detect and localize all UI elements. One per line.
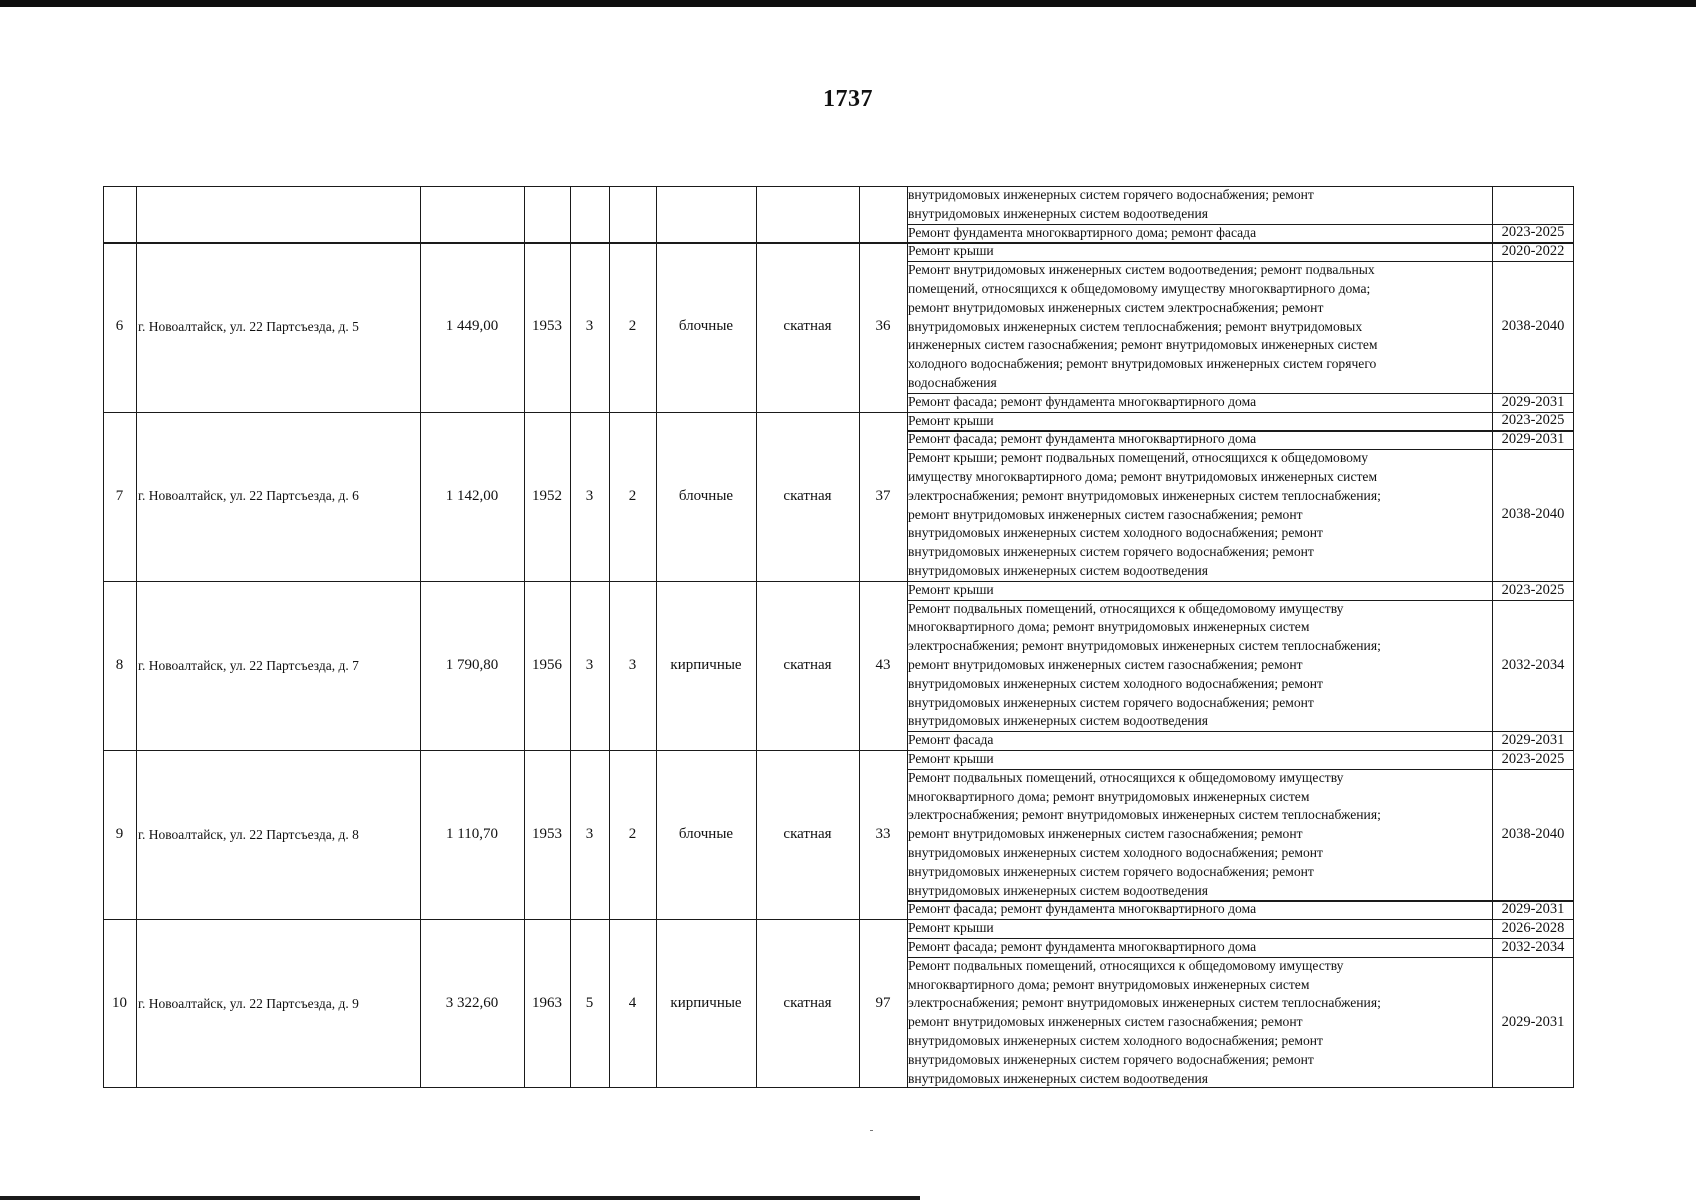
work-period: 2029-2031 [1501,393,1565,410]
grid-line-vertical [136,581,137,750]
grid-line-vertical [420,242,421,411]
grid-line-vertical [524,412,525,581]
grid-line-horizontal [907,900,1574,901]
grid-line-vertical [609,242,610,411]
work-line: Ремонт крыши [908,920,994,936]
work-period: 2020-2022 [1501,243,1565,260]
work-line: помещений, относящихся к общедомовому имуществу многоквартирного дома; [908,280,1371,296]
cell-entrances: 2 [628,487,637,504]
cell-area: 1 142,00 [445,487,499,504]
grid-line-vertical [756,186,757,242]
work-description [907,186,1491,224]
work-line: внутридомовых инженерных систем горячего водоснабжения; ремонт [908,863,1314,879]
work-line: Ремонт фасада; ремонт фундамента многоквартирного дома [908,393,1257,409]
cell-roof: скатная [783,487,832,504]
grid-line-vertical [136,919,137,1088]
grid-line-vertical [859,242,860,411]
work-description [907,430,1491,449]
work-period: 2032-2034 [1501,938,1565,955]
work-line: многоквартирного дома; ремонт внутридомовых инженерных систем [908,788,1310,804]
cell-number: 6 [115,318,124,335]
cell-apartments: 33 [875,826,891,843]
cell-walls: блочные [678,487,734,504]
cell-area: 1 110,70 [446,826,498,843]
work-period: 2023-2025 [1501,581,1565,598]
work-line: ремонт внутридомовых инженерных систем газоснабжения; ремонт [908,656,1303,672]
grid-line-vertical [656,919,657,1088]
work-period: 2023-2025 [1501,224,1565,241]
cell-entrances: 4 [628,995,637,1012]
work-line: внутридомовых инженерных систем водоотведения [908,713,1209,729]
cell-floors: 3 [585,318,594,335]
work-description [907,261,1491,393]
work-line: электроснабжения; ремонт внутридомовых инженерных систем теплоснабжения; [908,995,1381,1011]
work-description [907,242,1491,261]
grid-line-horizontal [907,600,1574,601]
grid-line-vertical [756,581,757,750]
cell-walls: кирпичные [670,995,742,1012]
work-line: многоквартирного дома; ремонт внутридомовых инженерных систем [908,619,1310,635]
grid-line-vertical [859,186,860,242]
work-line: ремонт внутридомовых инженерных систем газоснабжения; ремонт [908,826,1303,842]
grid-line-horizontal [907,938,1574,939]
grid-line-vertical [609,186,610,242]
work-line: многоквартирного дома; ремонт внутридомовых инженерных систем [908,976,1310,992]
cell-year: 1956 [532,656,562,673]
work-line: Ремонт фасада; ремонт фундамента многоквартирного дома [908,901,1257,917]
grid-line-vertical [656,750,657,919]
work-description [907,224,1491,243]
work-description [907,769,1491,901]
grid-line-vertical [524,581,525,750]
cell-number: 9 [115,826,124,843]
cell-roof: скатная [783,318,832,335]
work-line: Ремонт фасада; ремонт фундамента многоквартирного дома [908,431,1257,447]
grid-line-vertical [609,750,610,919]
grid-line-vertical [1492,242,1493,411]
grid-line-vertical [524,750,525,919]
work-description [907,412,1491,431]
cell-floors: 3 [585,656,594,673]
work-line: внутридомовых инженерных систем горячего водоснабжения; ремонт [908,694,1314,710]
work-period: 2026-2028 [1501,920,1565,937]
work-period: 2023-2025 [1501,412,1565,429]
work-line: внутридомовых инженерных систем холодного водоснабжения; ремонт [908,1032,1323,1048]
cell-year: 1963 [532,995,562,1012]
work-line: электроснабжения; ремонт внутридомовых инженерных систем теплоснабжения; [908,638,1381,654]
work-description [907,750,1491,769]
work-description [907,393,1491,412]
cell-area: 1 790,80 [445,656,499,673]
work-line: Ремонт подвальных помещений, относящихся к общедомовому имуществу [908,600,1344,616]
cell-area: 3 322,60 [445,995,499,1012]
work-line: Ремонт крыши [908,751,994,766]
cell-apartments: 97 [875,995,891,1012]
grid-line-horizontal [907,769,1574,770]
grid-line-vertical [570,919,571,1088]
grid-line-vertical [656,412,657,581]
work-line: Ремонт крыши [908,412,994,428]
cell-apartments: 36 [875,318,891,335]
work-line: внутридомовых инженерных систем водоотведения [908,562,1209,578]
work-period [1492,186,1574,224]
work-period: 2038-2040 [1501,506,1565,523]
work-period: 2023-2025 [1501,750,1565,767]
work-line: электроснабжения; ремонт внутридомовых инженерных систем теплоснабжения; [908,807,1381,823]
work-line: Ремонт фасада [908,732,994,748]
cell-area: 1 449,00 [445,318,499,335]
work-line: внутридомовых инженерных систем водоотведения [908,1070,1209,1086]
work-line: электроснабжения; ремонт внутридомовых инженерных систем теплоснабжения; [908,487,1381,503]
work-line: водоснабжения [908,374,997,390]
grid-line-horizontal [907,261,1574,262]
cell-floors: 3 [585,487,594,504]
grid-line-horizontal [907,449,1574,450]
grid-line-horizontal [907,731,1574,732]
work-description [907,600,1491,732]
grid-line-vertical [420,750,421,919]
work-description [907,919,1491,938]
cell-number: 10 [112,995,127,1012]
work-line: внутридомовых инженерных систем горячего водоснабжения; ремонт [908,544,1314,560]
grid-line-vertical [136,750,137,919]
work-line: имуществу многоквартирного дома; ремонт внутридомовых инженерных систем [908,468,1378,484]
cell-address: г. Новоалтайск, ул. 22 Партсъезда, д. 8 [138,826,359,842]
capital-repair-table [103,186,1574,1088]
scan-speck [870,1130,873,1131]
work-line: Ремонт фасада; ремонт фундамента многоквартирного дома [908,939,1257,954]
grid-line-vertical [859,750,860,919]
cell-year: 1952 [532,487,562,504]
cell-entrances: 3 [628,656,637,673]
work-description [907,449,1491,581]
work-line: внутридомовых инженерных систем горячего водоснабжения; ремонт [908,187,1314,202]
work-line: внутридомовых инженерных систем теплоснабжения; ремонт внутридомовых [908,318,1363,334]
work-line: ремонт внутридомовых инженерных систем электроснабжения; ремонт [908,299,1324,315]
work-line: внутридомовых инженерных систем холодного водоснабжения; ремонт [908,844,1323,860]
cell-number: 8 [115,656,124,673]
grid-line-vertical [1492,750,1493,919]
grid-line-vertical [570,750,571,919]
grid-line-vertical [1492,412,1493,581]
work-line: инженерных систем газоснабжения; ремонт внутридомовых инженерных систем [908,337,1378,353]
cell-roof: скатная [783,656,832,673]
work-period: 2038-2040 [1501,826,1565,843]
grid-line-vertical [1492,919,1493,1088]
work-line: Ремонт внутридомовых инженерных систем водоотведения; ремонт подвальных [908,262,1375,278]
cell-floors: 3 [585,826,594,843]
grid-line-horizontal [907,393,1574,394]
cell-walls: блочные [678,318,734,335]
grid-line-vertical [907,750,908,919]
cell-walls: кирпичные [670,656,742,673]
grid-line-vertical [656,581,657,750]
grid-line-horizontal [907,430,1574,431]
grid-line-vertical [609,581,610,750]
grid-line-vertical [1492,186,1493,242]
grid-line-vertical [570,186,571,242]
work-line: внутридомовых инженерных систем холодного водоснабжения; ремонт [908,675,1323,691]
grid-line-vertical [609,919,610,1088]
grid-line-vertical [907,242,908,411]
cell-entrances: 2 [628,826,637,843]
work-line: внутридомовых инженерных систем горячего водоснабжения; ремонт [908,1051,1314,1067]
grid-line-vertical [756,919,757,1088]
grid-line-vertical [420,919,421,1088]
grid-line-vertical [859,412,860,581]
grid-line-vertical [756,242,757,411]
grid-line-vertical [570,581,571,750]
grid-line-vertical [570,242,571,411]
work-line: ремонт внутридомовых инженерных систем газоснабжения; ремонт [908,1014,1303,1030]
work-period: 2029-2031 [1501,732,1565,749]
grid-line-vertical [524,919,525,1088]
cell-year: 1953 [532,318,562,335]
work-description [907,581,1491,600]
grid-line-vertical [420,412,421,581]
cell-floors: 5 [585,995,594,1012]
work-line: Ремонт подвальных помещений, относящихся к общедомовому имуществу [908,957,1344,973]
work-line: холодного водоснабжения; ремонт внутридомовых инженерных систем горячего [908,356,1377,372]
grid-line-vertical [136,412,137,581]
cell-address: г. Новоалтайск, ул. 22 Партсъезда, д. 6 [138,488,359,504]
work-period: 2029-2031 [1501,901,1565,918]
work-description [907,938,1491,957]
cell-address: г. Новоалтайск, ул. 22 Партсъезда, д. 7 [138,657,359,673]
work-line: Ремонт фундамента многоквартирного дома; ремонт фасада [908,224,1257,240]
work-period: 2032-2034 [1501,656,1565,673]
scan-edge-top [0,0,1696,7]
grid-line-horizontal [907,224,1574,225]
cell-roof: скатная [783,826,832,843]
grid-line-vertical [136,186,137,242]
work-period: 2038-2040 [1501,318,1565,335]
grid-line-vertical [524,186,525,242]
work-line: ремонт внутридомовых инженерных систем газоснабжения; ремонт [908,506,1303,522]
work-line: внутридомовых инженерных систем водоотведения [908,205,1209,221]
work-line: внутридомовых инженерных систем водоотведения [908,882,1209,898]
scan-edge-bottom [0,1196,920,1200]
grid-line-vertical [420,186,421,242]
grid-line-vertical [907,581,908,750]
cell-apartments: 43 [875,656,891,673]
cell-walls: блочные [678,826,734,843]
grid-line-vertical [859,919,860,1088]
cell-apartments: 37 [875,487,891,504]
grid-line-vertical [907,412,908,581]
work-line: Ремонт крыши [908,581,994,597]
cell-entrances: 2 [628,318,637,335]
grid-line-horizontal [907,957,1574,958]
cell-number: 7 [115,487,124,504]
grid-line-vertical [570,412,571,581]
work-line: внутридомовых инженерных систем холодного водоснабжения; ремонт [908,525,1323,541]
page-number: 1737 [823,86,873,112]
work-line: Ремонт крыши [908,243,994,259]
work-line: Ремонт крыши; ремонт подвальных помещений, относящихся к общедомовому [908,450,1369,466]
grid-line-vertical [656,186,657,242]
cell-address: г. Новоалтайск, ул. 22 Партсъезда, д. 5 [138,319,359,335]
grid-line-vertical [136,242,137,411]
work-description [907,900,1491,919]
grid-line-vertical [907,919,908,1088]
work-description [907,957,1491,1089]
grid-line-vertical [756,750,757,919]
grid-line-vertical [420,581,421,750]
cell-roof: скатная [783,995,832,1012]
grid-line-vertical [609,412,610,581]
work-description [907,731,1491,750]
work-period: 2029-2031 [1501,1014,1565,1031]
grid-line-vertical [524,242,525,411]
grid-line-vertical [1492,581,1493,750]
grid-line-vertical [907,186,908,242]
cell-year: 1953 [532,826,562,843]
grid-line-vertical [656,242,657,411]
grid-line-vertical [859,581,860,750]
grid-line-vertical [756,412,757,581]
cell-address: г. Новоалтайск, ул. 22 Партсъезда, д. 9 [138,996,359,1012]
work-line: Ремонт подвальных помещений, относящихся к общедомовому имуществу [908,769,1344,785]
work-period: 2029-2031 [1501,431,1565,448]
